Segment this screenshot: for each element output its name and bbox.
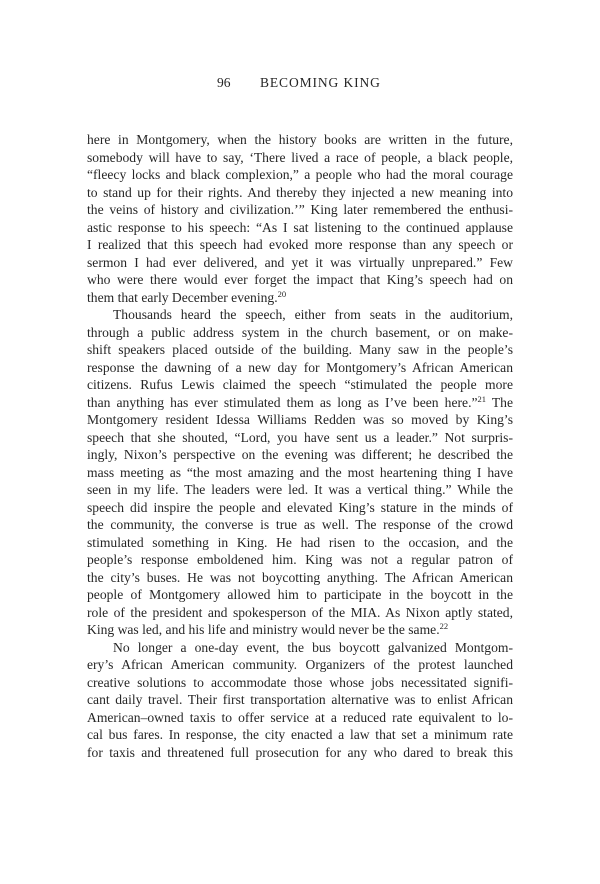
line-text: creative solutions to accommodate those whose jobs necessitated signifi- xyxy=(87,674,513,690)
line-text: to stand up for their rights. And thereby they injected a new meaning into xyxy=(87,184,513,200)
text-line xyxy=(87,306,513,324)
line-text: Thousands heard the speech, either from seats in the auditorium, xyxy=(113,307,513,322)
line-text-after: The xyxy=(486,394,513,410)
line-text: who were there would ever forget the impact that King’s speech had on xyxy=(87,272,513,287)
text-line xyxy=(87,621,513,639)
text-line xyxy=(87,586,513,604)
footnote-ref[interactable]: 22 xyxy=(439,621,449,631)
body-text xyxy=(87,131,513,761)
footnote-ref[interactable]: 21 xyxy=(477,393,486,404)
text-line xyxy=(87,744,513,762)
line-text: astic response to his speech: “As I sat listening to the continued applause xyxy=(87,219,513,235)
line-text: seen in my life. The leaders were led. It was a vertical thing.” While the xyxy=(87,482,513,497)
text-line xyxy=(87,271,513,289)
line-text: shift speakers placed outside of the building. Many saw in the people’s xyxy=(87,342,513,357)
text-line xyxy=(87,131,513,149)
line-text: people’s response emboldened him. King was not a regular patron of xyxy=(87,552,513,567)
line-text: American–owned taxis to offer service at a reduced rate equivalent to lo- xyxy=(87,709,513,725)
paragraph xyxy=(87,306,513,639)
line-text: sermon I had ever delivered, and yet it was virtually unprepared.” Few xyxy=(87,254,513,270)
text-line xyxy=(87,691,513,709)
text-line xyxy=(87,569,513,587)
text-line xyxy=(87,604,513,622)
line-text: I realized that this speech had evoked more response than any speech or xyxy=(87,237,513,252)
line-text: cal bus fares. In response, the city enacted a law that set a minimum rate xyxy=(87,727,513,742)
running-header xyxy=(0,74,600,92)
text-line xyxy=(87,219,513,237)
line-text: speech that she shouted, “Lord, you have sent us a leader.” Not surpris- xyxy=(87,429,513,445)
line-text: here in Montgomery, when the history books are written in the future, xyxy=(87,132,513,147)
footnote-ref[interactable]: 20 xyxy=(277,288,287,299)
text-line xyxy=(87,639,513,657)
line-text: the community, the converse is true as well. The response of the crowd xyxy=(87,517,513,532)
text-line xyxy=(87,359,513,377)
text-line xyxy=(87,499,513,517)
text-line xyxy=(87,534,513,552)
line-text: No longer a one-day event, the bus boycott galvanized Montgom- xyxy=(113,639,513,655)
line-text: the city’s buses. He was not boycotting anything. The African American xyxy=(87,569,513,585)
text-line xyxy=(87,656,513,674)
text-line xyxy=(87,184,513,202)
line-text: for taxis and threatened full prosecution for any who dared to break this xyxy=(87,744,513,760)
text-line xyxy=(87,236,513,254)
line-text: ingly, Nixon’s perspective on the evening was different; he described the xyxy=(87,447,513,462)
text-line xyxy=(87,166,513,184)
line-text: through a public address system in the church basement, or on make- xyxy=(87,324,513,340)
line-text: citizens. Rufus Lewis claimed the speech “stimulated the people more xyxy=(87,377,513,392)
text-line xyxy=(87,254,513,272)
line-text: somebody will have to say, ‘There lived a race of people, a black people, xyxy=(87,149,513,165)
text-line xyxy=(87,674,513,692)
line-text: ery’s African American community. Organizers of the protest launched xyxy=(87,657,513,672)
line-text: Montgomery resident Idessa Williams Redden was so moved by King’s xyxy=(87,412,513,427)
line-text: them that early December evening. xyxy=(87,289,278,305)
line-text: speech did inspire the people and elevated King’s stature in the minds of xyxy=(87,499,513,515)
line-text: King was led, and his life and ministry would never be the same. xyxy=(87,622,440,637)
line-text: cant daily travel. Their first transportation alternative was to enlist African xyxy=(87,692,513,707)
line-text: people of Montgomery allowed him to participate in the boycott in the xyxy=(87,587,513,602)
running-title: BECOMING KING xyxy=(260,75,381,90)
text-line xyxy=(87,411,513,429)
text-line xyxy=(87,464,513,482)
text-line xyxy=(87,201,513,219)
paragraph xyxy=(87,131,513,306)
text-line xyxy=(87,324,513,342)
paragraph xyxy=(87,639,513,762)
line-text: mass meeting as “the most amazing and the most heartening thing I have xyxy=(87,464,513,480)
text-line xyxy=(87,429,513,447)
text-line xyxy=(87,376,513,394)
text-line xyxy=(87,551,513,569)
text-line xyxy=(87,289,513,307)
line-text: role of the president and spokesperson of the MIA. As Nixon aptly stated, xyxy=(87,604,513,620)
text-line xyxy=(87,446,513,464)
line-text: stimulated something in King. He had risen to the occasion, and the xyxy=(87,534,513,550)
line-text: the veins of history and civilization.’” King later remembered the enthusi- xyxy=(87,202,513,217)
text-line xyxy=(87,394,513,412)
text-line xyxy=(87,341,513,359)
line-text: “fleecy locks and black complexion,” a people who had the moral courage xyxy=(87,167,513,182)
text-line xyxy=(87,149,513,167)
text-line xyxy=(87,516,513,534)
line-text: response the dawning of a new day for Montgomery’s African American xyxy=(87,359,513,375)
text-line xyxy=(87,726,513,744)
page-number: 96 xyxy=(217,75,231,90)
line-text: than anything has ever stimulated them as long as I’ve been here.” xyxy=(87,394,478,410)
text-line xyxy=(87,709,513,727)
text-line xyxy=(87,481,513,499)
